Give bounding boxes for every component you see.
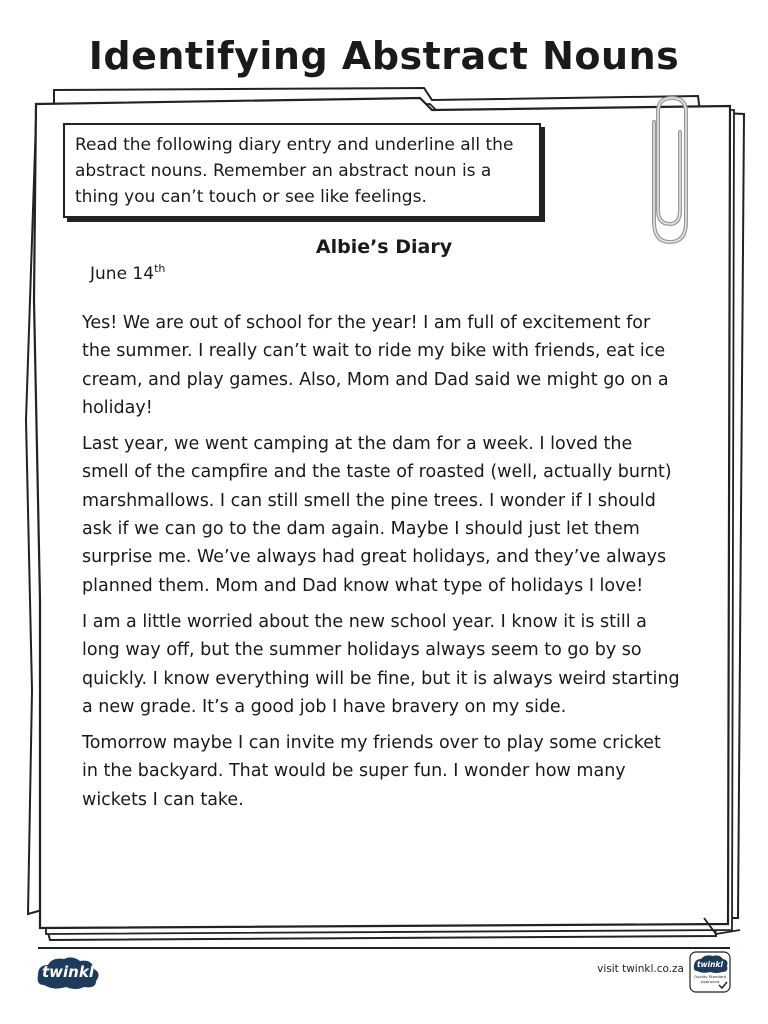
diary-title: Albie’s Diary — [315, 236, 453, 258]
diary-body — [82, 309, 682, 822]
date-main: June 14 — [90, 264, 155, 284]
diary-paragraph: Tomorrow maybe I can invite my friends over to play some cricket in the backyard. That would be super fun. I wonder how many wickets I can take. — [82, 733, 661, 810]
instructions-box: Read the following diary entry and underline all the abstract nouns. Remember an abstract noun is a thing you can’t touch or see like feelings. — [63, 123, 541, 218]
badge-logo-text: twinkl — [697, 960, 723, 969]
diary-paragraph: Yes! We are out of school for the year! I am full of excitement for the summer. I really can’t wait to ride my bike with friends, eat ice cream, and play games. Also, Mom and Dad said we might go on a holiday! — [82, 313, 669, 418]
quality-badge-icon — [689, 951, 731, 993]
badge-subtext: Quality Standard Approved — [693, 974, 727, 984]
footer-divider — [38, 947, 730, 949]
diary-paragraph: I am a little worried about the new school year. I know it is still a long way off, but the summer holidays always seem to go by so quickly. I know everything will be fine, but it is always weird starting a new grade. It’s a good job I have bravery on my side. — [82, 611, 680, 717]
paperclip-icon — [636, 92, 696, 252]
diary-paragraph: Last year, we went camping at the dam for a week. I loved the smell of the campfire and the taste of roasted (well, actually burnt) marshmallows. I can still smell the pine trees. I wonder if I should ask if we can go to the dam again. Maybe I should just let them surprise me. We’ve always had great holidays, and they’ve always planned them. Mom and Dad know what type of holidays I love! — [82, 434, 672, 596]
diary-date — [90, 264, 165, 284]
logo-text: twinkl — [42, 963, 94, 981]
visit-link[interactable]: visit twinkl.co.za — [597, 963, 684, 975]
page-title: Identifying Abstract Nouns — [88, 34, 680, 78]
twinkl-logo-icon — [36, 955, 100, 991]
date-suffix: th — [154, 262, 166, 275]
